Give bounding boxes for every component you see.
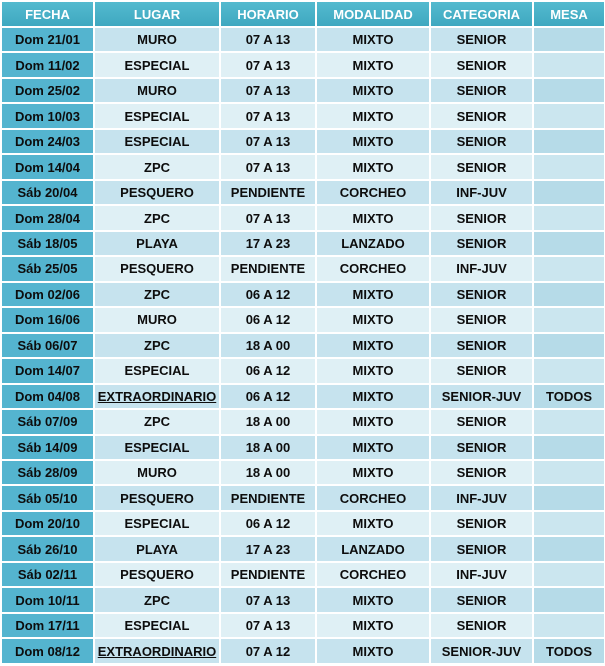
cell-modalidad: MIXTO [317,130,429,153]
cell-lugar-text: EXTRAORDINARIO [97,643,217,659]
cell-modalidad: MIXTO [317,79,429,102]
cell-horario: 07 A 13 [221,104,315,127]
cell-fecha: Sáb 25/05 [2,257,93,280]
table-row [2,436,604,459]
header-mesa: MESA [534,2,604,26]
cell-horario: 07 A 13 [221,206,315,229]
cell-mesa [534,436,604,459]
table-row [2,232,604,255]
table-row [2,385,604,408]
cell-lugar: ZPC [95,155,219,178]
cell-modalidad: MIXTO [317,436,429,459]
cell-horario: PENDIENTE [221,563,315,586]
cell-lugar: MURO [95,28,219,51]
cell-categoria: SENIOR [431,53,532,76]
cell-modalidad: MIXTO [317,283,429,306]
cell-modalidad: CORCHEO [317,486,429,509]
cell-mesa [534,104,604,127]
cell-lugar: PLAYA [95,232,219,255]
table-row [2,588,604,611]
cell-categoria: SENIOR [431,79,532,102]
cell-categoria: SENIOR [431,308,532,331]
cell-fecha: Dom 25/02 [2,79,93,102]
table-row [2,334,604,357]
cell-lugar: PLAYA [95,537,219,560]
cell-lugar: ESPECIAL [95,512,219,535]
cell-fecha: Sáb 18/05 [2,232,93,255]
cell-fecha: Sáb 05/10 [2,486,93,509]
cell-lugar: ZPC [95,206,219,229]
header-lugar: LUGAR [95,2,219,26]
cell-modalidad: MIXTO [317,359,429,382]
table-row [2,486,604,509]
cell-horario: 06 A 12 [221,308,315,331]
cell-mesa [534,257,604,280]
cell-fecha: Sáb 28/09 [2,461,93,484]
cell-lugar: ESPECIAL [95,436,219,459]
cell-modalidad: CORCHEO [317,257,429,280]
cell-horario: 07 A 13 [221,155,315,178]
cell-lugar: PESQUERO [95,486,219,509]
cell-categoria: SENIOR-JUV [431,385,532,408]
cell-fecha: Sáb 14/09 [2,436,93,459]
cell-mesa [534,359,604,382]
cell-modalidad: MIXTO [317,385,429,408]
table-row [2,283,604,306]
cell-categoria: SENIOR [431,359,532,382]
cell-modalidad: MIXTO [317,28,429,51]
header-modalidad: MODALIDAD [317,2,429,26]
cell-fecha: Dom 14/07 [2,359,93,382]
cell-mesa [534,28,604,51]
table-row [2,206,604,229]
cell-fecha: Sáb 02/11 [2,563,93,586]
table-row [2,104,604,127]
cell-lugar: PESQUERO [95,181,219,204]
cell-categoria: SENIOR [431,28,532,51]
cell-categoria: SENIOR [431,588,532,611]
cell-modalidad: CORCHEO [317,563,429,586]
cell-categoria: SENIOR-JUV [431,639,532,663]
cell-fecha: Sáb 26/10 [2,537,93,560]
cell-fecha: Dom 08/12 [2,639,93,663]
table-row [2,79,604,102]
cell-mesa [534,486,604,509]
table-row [2,130,604,153]
cell-categoria: INF-JUV [431,486,532,509]
cell-mesa [534,181,604,204]
cell-lugar: ESPECIAL [95,614,219,637]
cell-lugar: ESPECIAL [95,104,219,127]
cell-lugar: MURO [95,461,219,484]
header-horario: HORARIO [221,2,315,26]
cell-fecha: Dom 10/03 [2,104,93,127]
cell-modalidad: MIXTO [317,639,429,663]
cell-mesa [534,155,604,178]
cell-categoria: SENIOR [431,283,532,306]
cell-horario: 06 A 12 [221,512,315,535]
cell-horario: 07 A 13 [221,614,315,637]
cell-categoria: SENIOR [431,155,532,178]
cell-horario: 07 A 13 [221,79,315,102]
cell-fecha: Dom 16/06 [2,308,93,331]
table-row [2,537,604,560]
cell-lugar: PESQUERO [95,257,219,280]
table-row [2,461,604,484]
table-row [2,639,604,663]
cell-horario: 06 A 12 [221,359,315,382]
cell-mesa [534,410,604,433]
cell-lugar: MURO [95,308,219,331]
table-row [2,257,604,280]
cell-modalidad: MIXTO [317,512,429,535]
cell-categoria: SENIOR [431,614,532,637]
cell-categoria: SENIOR [431,461,532,484]
cell-modalidad: MIXTO [317,614,429,637]
schedule-rows [2,28,604,663]
cell-horario: 07 A 13 [221,53,315,76]
cell-lugar: ZPC [95,588,219,611]
cell-mesa [534,130,604,153]
cell-fecha: Sáb 20/04 [2,181,93,204]
cell-categoria: SENIOR [431,334,532,357]
cell-mesa [534,537,604,560]
cell-horario: 07 A 13 [221,130,315,153]
cell-lugar [95,639,219,663]
table-row [2,614,604,637]
cell-mesa [534,461,604,484]
cell-modalidad: LANZADO [317,232,429,255]
cell-horario: 18 A 00 [221,410,315,433]
table-row [2,410,604,433]
cell-horario: 07 A 13 [221,588,315,611]
cell-fecha: Dom 20/10 [2,512,93,535]
cell-horario: 06 A 12 [221,385,315,408]
header-categoria: CATEGORIA [431,2,532,26]
cell-lugar: ZPC [95,334,219,357]
table-row [2,28,604,51]
cell-mesa [534,206,604,229]
cell-fecha: Dom 02/06 [2,283,93,306]
cell-modalidad: MIXTO [317,104,429,127]
cell-lugar: MURO [95,79,219,102]
cell-mesa: TODOS [534,639,604,663]
cell-lugar-text: EXTRAORDINARIO [97,388,217,404]
cell-horario: 18 A 00 [221,461,315,484]
cell-mesa [534,614,604,637]
cell-lugar: ZPC [95,410,219,433]
cell-categoria: INF-JUV [431,181,532,204]
cell-modalidad: MIXTO [317,53,429,76]
cell-horario: PENDIENTE [221,486,315,509]
table-row [2,563,604,586]
cell-categoria: SENIOR [431,436,532,459]
cell-lugar: ESPECIAL [95,130,219,153]
cell-modalidad: MIXTO [317,155,429,178]
cell-fecha: Dom 17/11 [2,614,93,637]
table-row [2,181,604,204]
cell-horario: 07 A 12 [221,639,315,663]
cell-modalidad: MIXTO [317,588,429,611]
cell-horario: PENDIENTE [221,181,315,204]
cell-mesa [534,563,604,586]
table-row [2,359,604,382]
cell-categoria: INF-JUV [431,563,532,586]
cell-fecha: Sáb 07/09 [2,410,93,433]
cell-mesa [534,283,604,306]
table-row [2,155,604,178]
cell-mesa [534,53,604,76]
cell-lugar: ZPC [95,283,219,306]
cell-fecha: Dom 24/03 [2,130,93,153]
cell-mesa [534,334,604,357]
header-row [2,2,604,26]
cell-categoria: SENIOR [431,130,532,153]
cell-categoria: SENIOR [431,206,532,229]
cell-horario: 18 A 00 [221,334,315,357]
cell-fecha: Dom 28/04 [2,206,93,229]
cell-categoria: SENIOR [431,232,532,255]
header-fecha: FECHA [2,2,93,26]
cell-horario: 17 A 23 [221,537,315,560]
cell-modalidad: MIXTO [317,308,429,331]
cell-fecha: Dom 11/02 [2,53,93,76]
table-row [2,308,604,331]
cell-categoria: SENIOR [431,104,532,127]
cell-modalidad: LANZADO [317,537,429,560]
cell-modalidad: CORCHEO [317,181,429,204]
cell-mesa: TODOS [534,385,604,408]
cell-categoria: SENIOR [431,512,532,535]
cell-lugar [95,385,219,408]
cell-modalidad: MIXTO [317,334,429,357]
cell-categoria: SENIOR [431,537,532,560]
cell-mesa [534,79,604,102]
cell-categoria: INF-JUV [431,257,532,280]
cell-horario: 18 A 00 [221,436,315,459]
cell-fecha: Dom 21/01 [2,28,93,51]
table-row [2,53,604,76]
cell-modalidad: MIXTO [317,206,429,229]
cell-lugar: ESPECIAL [95,53,219,76]
cell-horario: 17 A 23 [221,232,315,255]
cell-fecha: Sáb 06/07 [2,334,93,357]
cell-horario: 07 A 13 [221,28,315,51]
cell-mesa [534,308,604,331]
cell-lugar: ESPECIAL [95,359,219,382]
cell-mesa [534,588,604,611]
cell-mesa [534,512,604,535]
cell-fecha: Dom 14/04 [2,155,93,178]
cell-lugar: PESQUERO [95,563,219,586]
cell-fecha: Dom 04/08 [2,385,93,408]
cell-mesa [534,232,604,255]
cell-categoria: SENIOR [431,410,532,433]
cell-modalidad: MIXTO [317,410,429,433]
cell-fecha: Dom 10/11 [2,588,93,611]
table-row [2,512,604,535]
cell-horario: PENDIENTE [221,257,315,280]
cell-modalidad: MIXTO [317,461,429,484]
cell-horario: 06 A 12 [221,283,315,306]
